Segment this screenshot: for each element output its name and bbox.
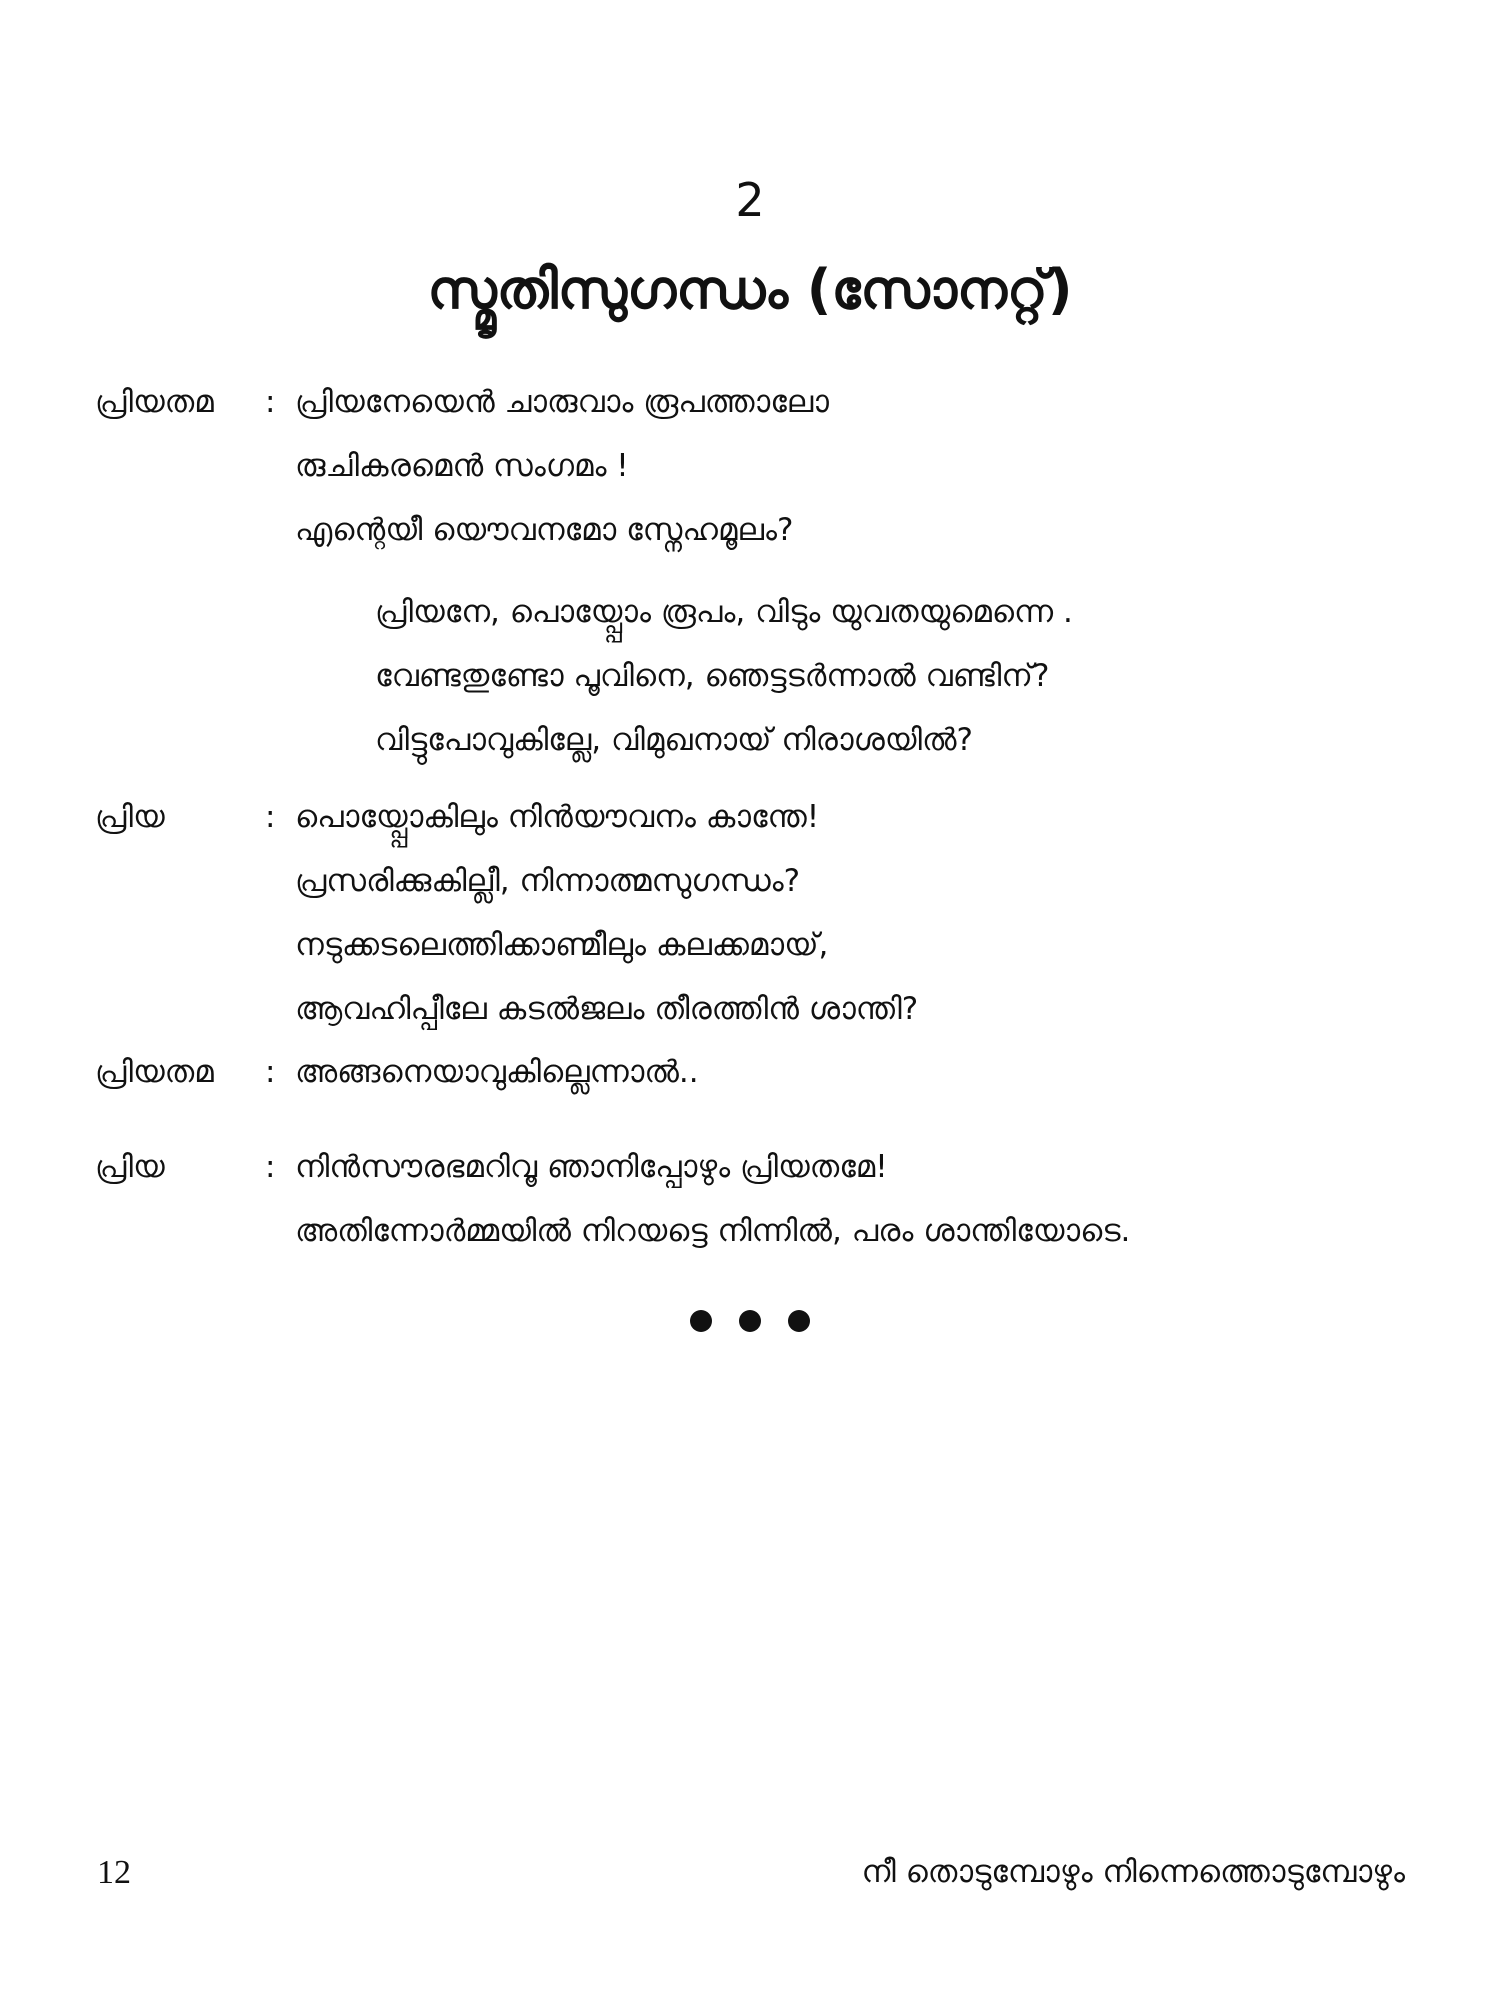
verse-line: പ്രസരിക്കുകില്ലീ, നിന്നാത്മസുഗന്ധം? bbox=[295, 863, 801, 899]
verse-line: ആവഹിപ്പീലേ കടൽജലം തീരത്തിൻ ശാന്തി? bbox=[295, 991, 919, 1027]
verse-line: അതിന്നോർമ്മയിൽ നിറയട്ടെ നിന്നിൽ, പരം ശാന്തിയോടെ. bbox=[295, 1213, 1131, 1249]
page-number: 12 bbox=[97, 1854, 131, 1891]
ornament-dot bbox=[739, 1310, 761, 1332]
verse-line: വിട്ടുപോവുകില്ലേ, വിമുഖനായ് നിരാശയിൽ? bbox=[375, 722, 973, 758]
speaker-colon: : bbox=[265, 1149, 276, 1185]
speaker-label: പ്രിയ bbox=[95, 1149, 165, 1185]
stanza-lines bbox=[295, 1135, 1415, 1263]
stanza-lines bbox=[295, 1040, 1415, 1104]
stanza-lines bbox=[375, 580, 1415, 772]
verse-line: പൊയ്പ്പോകിലും നിൻയൗവനം കാന്തേ! bbox=[295, 799, 820, 835]
running-title: നീ തൊടുമ്പോഴും നിന്നെത്തൊടുമ്പോഴും bbox=[861, 1854, 1405, 1890]
ornament-dot bbox=[690, 1310, 712, 1332]
speaker-colon: : bbox=[265, 799, 276, 835]
speaker-label: പ്രിയ bbox=[95, 799, 165, 835]
verse-line: പ്രിയനേയെൻ ചാരുവാം രൂപത്താലോ bbox=[295, 384, 829, 420]
verse-line: എന്റെയീ യൌവനമോ സ്നേഹമൂലം? bbox=[295, 512, 794, 548]
stanza-lines bbox=[295, 785, 1415, 1041]
section-ornament bbox=[0, 1310, 1500, 1336]
verse-line: നടുക്കടലെത്തിക്കാണ്മീലും കലക്കമായ്, bbox=[295, 927, 829, 963]
speaker-colon: : bbox=[265, 1054, 276, 1090]
verse-line: രുചികരമെൻ സംഗമം ! bbox=[295, 448, 629, 484]
stanza-lines bbox=[295, 370, 1415, 562]
speaker-label: പ്രിയതമ bbox=[95, 1054, 214, 1090]
verse-line: വേണ്ടതുണ്ടോ പൂവിനെ, ഞെട്ടടർന്നാൽ വണ്ടിന്? bbox=[375, 658, 1050, 694]
speaker-colon: : bbox=[265, 384, 276, 420]
speaker-label: പ്രിയതമ bbox=[95, 384, 214, 420]
poem-title: സ്മൃതിസുഗന്ധം (സോനറ്റ്) bbox=[427, 258, 1073, 321]
verse-line: പ്രിയനേ, പൊയ്പ്പോം രൂപം, വിടും യുവതയുമെന്നെ . bbox=[375, 594, 1073, 630]
verse-line: നിൻസൗരഭമറിവൂ ഞാനിപ്പോഴും പ്രിയതമേ! bbox=[295, 1149, 888, 1185]
chapter-number: 2 bbox=[735, 173, 765, 227]
verse-line: അങ്ങനെയാവുകില്ലെന്നാൽ.. bbox=[295, 1054, 699, 1090]
ornament-dot bbox=[788, 1310, 810, 1332]
